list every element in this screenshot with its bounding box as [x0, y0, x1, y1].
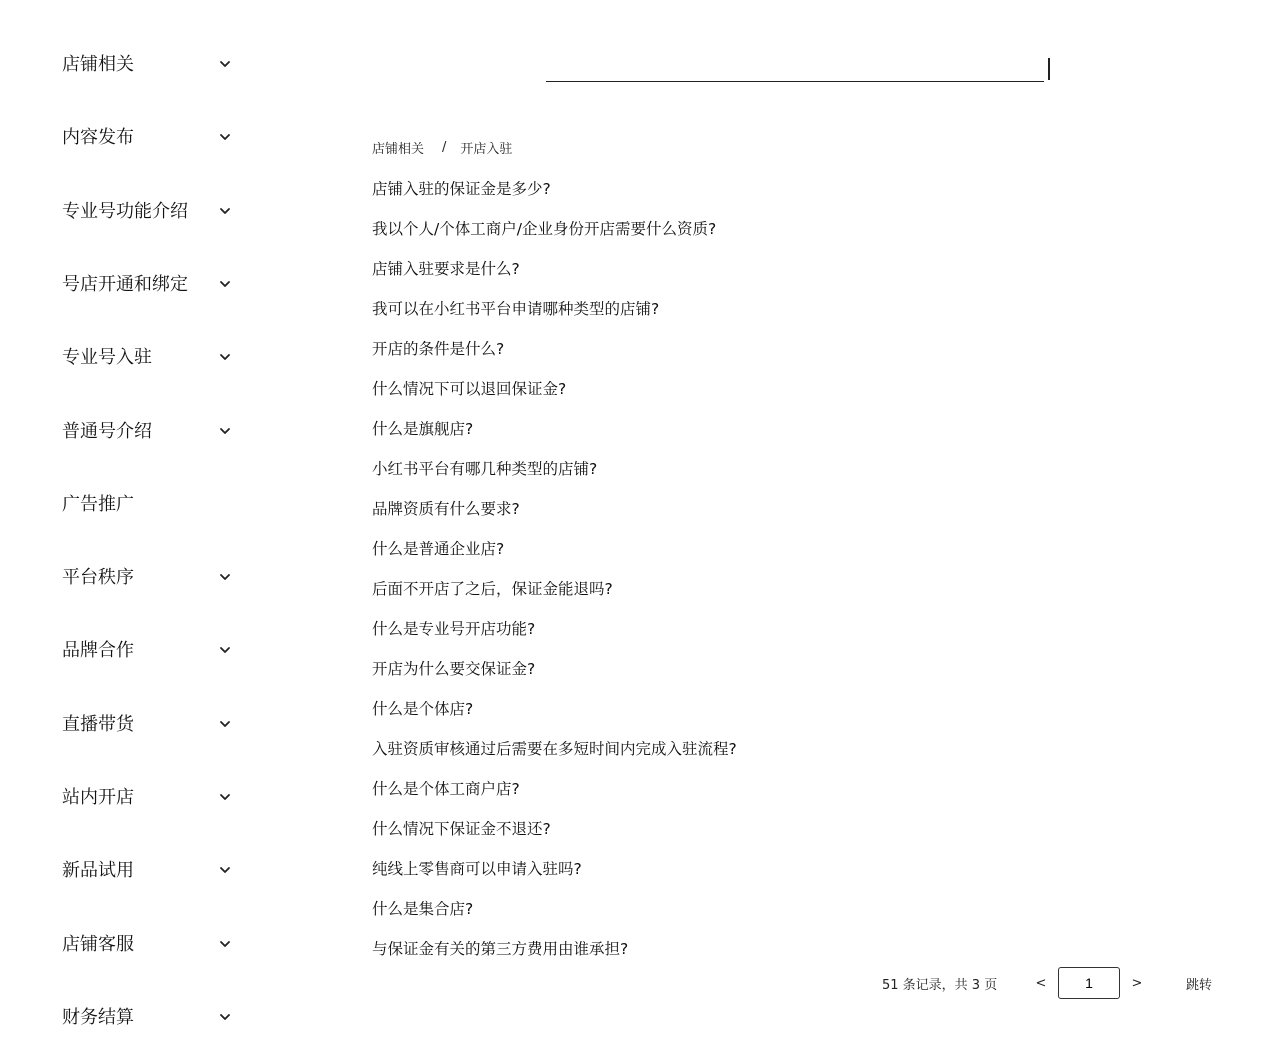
faq-item[interactable]: 店铺入驻要求是什么?	[372, 260, 520, 278]
breadcrumb-separator: /	[442, 140, 447, 155]
sidebar-item[interactable]	[62, 488, 232, 518]
chevron-down-icon[interactable]	[218, 936, 232, 950]
jump-button[interactable]: 跳转	[1186, 977, 1213, 993]
sidebar-item-label: 专业号入驻	[62, 347, 152, 369]
chevron-down-icon[interactable]	[218, 423, 232, 437]
sidebar-item[interactable]	[62, 121, 232, 151]
sidebar-item-label: 直播带货	[62, 713, 134, 735]
chevron-down-icon[interactable]	[218, 349, 232, 363]
sidebar-item-label: 广告推广	[62, 493, 134, 515]
chevron-down-icon[interactable]	[218, 862, 232, 876]
chevron-down-icon[interactable]	[218, 716, 232, 730]
chevron-down-icon[interactable]	[218, 789, 232, 803]
faq-item[interactable]: 什么是普通企业店?	[372, 540, 505, 558]
faq-item[interactable]: 什么是专业号开店功能?	[372, 620, 536, 638]
faq-item[interactable]: 我以个人/个体工商户/企业身份开店需要什么资质?	[372, 220, 717, 238]
sidebar-item[interactable]	[62, 415, 232, 445]
sidebar-item-label: 店铺相关	[62, 54, 134, 75]
sidebar-item-label: 财务结算	[62, 1006, 134, 1028]
chevron-down-icon[interactable]	[218, 569, 232, 583]
sidebar-item[interactable]	[62, 195, 232, 225]
faq-item[interactable]: 小红书平台有哪几种类型的店铺?	[372, 460, 598, 478]
faq-item[interactable]: 什么情况下保证金不退还?	[372, 820, 551, 838]
faq-item[interactable]: 什么情况下可以退回保证金?	[372, 380, 567, 398]
faq-item[interactable]: 什么是个体工商户店?	[372, 780, 520, 798]
sidebar-item-label: 号店开通和绑定	[62, 273, 188, 295]
faq-item[interactable]: 什么是个体店?	[372, 700, 474, 718]
sidebar-item[interactable]	[62, 634, 232, 664]
sidebar-item[interactable]	[62, 561, 232, 591]
sidebar-item-label: 品牌合作	[62, 640, 134, 662]
search-caret	[1048, 58, 1050, 80]
next-page-button[interactable]: >	[1131, 975, 1143, 991]
chevron-down-icon[interactable]	[218, 642, 232, 656]
faq-item[interactable]: 我可以在小红书平台申请哪种类型的店铺?	[372, 300, 660, 318]
sidebar-item[interactable]	[62, 708, 232, 738]
sidebar-item-label: 站内开店	[62, 787, 134, 808]
chevron-down-icon[interactable]	[218, 203, 232, 217]
breadcrumb	[372, 138, 512, 157]
chevron-down-icon[interactable]	[218, 56, 232, 70]
faq-item[interactable]: 店铺入驻的保证金是多少?	[372, 180, 551, 198]
faq-item[interactable]: 开店为什么要交保证金?	[372, 660, 536, 678]
prev-page-button[interactable]: <	[1035, 975, 1047, 991]
sidebar-item[interactable]	[62, 928, 232, 958]
faq-item[interactable]: 开店的条件是什么?	[372, 340, 505, 358]
pagination-summary: 51 条记录，共 3 页	[882, 977, 998, 993]
chevron-down-icon[interactable]	[218, 276, 232, 290]
faq-item[interactable]: 入驻资质审核通过后需要在多短时间内完成入驻流程?	[372, 740, 737, 758]
search-bar	[546, 56, 1050, 82]
breadcrumb-current: 开店入驻	[460, 142, 513, 157]
faq-list	[372, 176, 1072, 976]
sidebar-item[interactable]	[62, 268, 232, 298]
sidebar-item[interactable]	[62, 1001, 232, 1031]
breadcrumb-parent[interactable]: 店铺相关	[372, 142, 425, 157]
sidebar-item[interactable]	[62, 781, 232, 811]
sidebar-item[interactable]	[62, 48, 232, 78]
sidebar-item[interactable]	[62, 341, 232, 371]
faq-item[interactable]: 纯线上零售商可以申请入驻吗?	[372, 860, 582, 878]
sidebar-item-label: 普通号介绍	[62, 420, 152, 442]
faq-item[interactable]: 与保证金有关的第三方费用由谁承担?	[372, 940, 629, 958]
faq-item[interactable]: 什么是集合店?	[372, 900, 474, 918]
chevron-down-icon[interactable]	[218, 129, 232, 143]
sidebar-item-label: 新品试用	[62, 860, 134, 882]
sidebar-item-label: 专业号功能介绍	[62, 200, 188, 222]
search-input[interactable]	[546, 56, 1044, 82]
chevron-down-icon[interactable]	[218, 1009, 232, 1023]
sidebar-item-label: 内容发布	[62, 127, 134, 149]
sidebar-item[interactable]	[62, 854, 232, 884]
page-number-input[interactable]	[1058, 967, 1120, 999]
pagination	[882, 966, 1212, 1000]
faq-item[interactable]: 什么是旗舰店?	[372, 420, 474, 438]
faq-item[interactable]: 品牌资质有什么要求?	[372, 500, 520, 518]
faq-item[interactable]: 后面不开店了之后，保证金能退吗?	[372, 580, 613, 598]
sidebar-item-label: 平台秩序	[62, 567, 134, 589]
sidebar-item-label: 店铺客服	[62, 933, 134, 955]
